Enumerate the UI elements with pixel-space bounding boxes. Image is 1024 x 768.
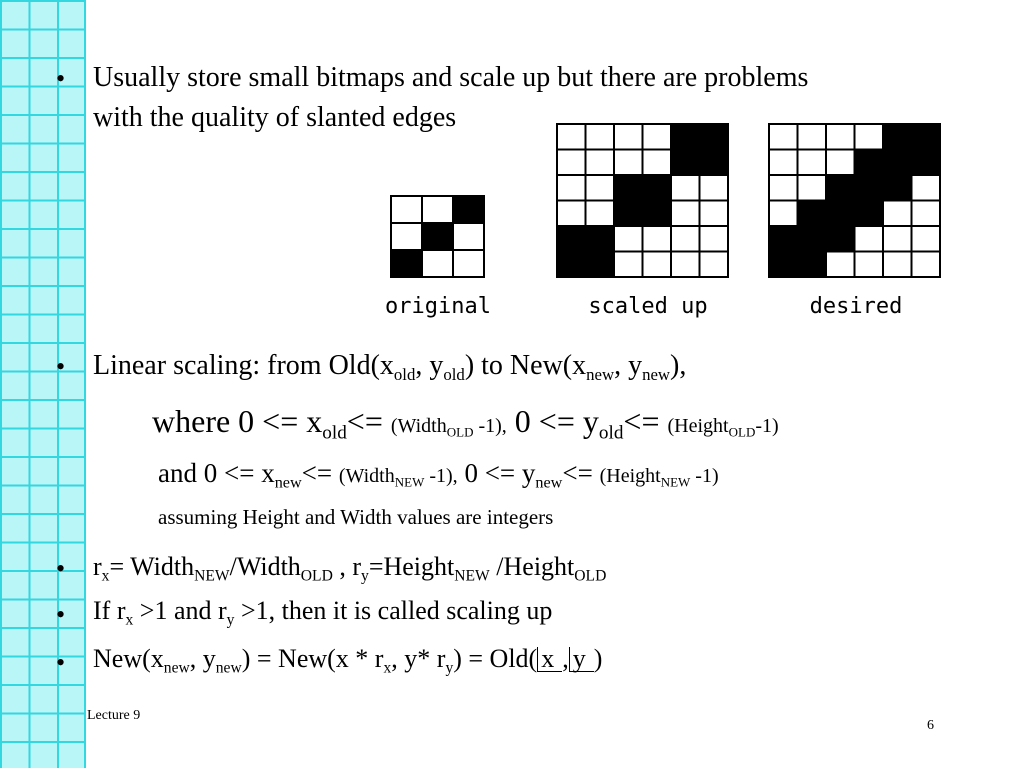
filled-pixel bbox=[453, 196, 484, 223]
filled-pixel bbox=[883, 175, 912, 201]
desired-bitmap bbox=[769, 124, 940, 277]
filled-pixel bbox=[855, 175, 884, 201]
empty-pixel bbox=[643, 252, 672, 278]
bullet-1-line-2: with the quality of slanted edges bbox=[93, 102, 457, 133]
empty-pixel bbox=[557, 150, 586, 176]
filled-pixel bbox=[422, 223, 453, 250]
filled-pixel bbox=[912, 124, 941, 150]
empty-pixel bbox=[826, 124, 855, 150]
empty-pixel bbox=[769, 124, 798, 150]
filled-pixel bbox=[586, 252, 615, 278]
empty-pixel bbox=[614, 124, 643, 150]
assumption-note: assuming Height and Width values are integers bbox=[158, 505, 554, 529]
mapping-formula: $New(x_{new}$, $y_{new}) = New(x * r_x$, y* $r_y) = Old$( x , y ) bbox=[93, 644, 603, 677]
empty-pixel bbox=[557, 124, 586, 150]
filled-pixel bbox=[643, 201, 672, 227]
filled-pixel bbox=[586, 226, 615, 252]
empty-pixel bbox=[614, 150, 643, 176]
filled-pixel bbox=[557, 252, 586, 278]
bullet-4-marker: • bbox=[56, 600, 66, 629]
empty-pixel bbox=[769, 175, 798, 201]
empty-pixel bbox=[671, 252, 700, 278]
empty-pixel bbox=[912, 252, 941, 278]
empty-pixel bbox=[643, 124, 672, 150]
ratio-line: $r_x=$ Width$_{NEW}$/Width$_{OLD}$ , $r_y=Height_{NEW}$ /Height$_{OLD}$ bbox=[93, 552, 607, 585]
filled-pixel bbox=[700, 124, 729, 150]
empty-pixel bbox=[586, 150, 615, 176]
linear-scaling-line: Linear scaling: from $Old(x_{old}$, $y_{old}$) to $New(x_{new}$, $y_{new}$), bbox=[93, 350, 687, 384]
empty-pixel bbox=[586, 201, 615, 227]
empty-pixel bbox=[453, 223, 484, 250]
footer-lecture: Lecture 9 bbox=[87, 708, 141, 723]
filled-pixel bbox=[826, 226, 855, 252]
empty-pixel bbox=[855, 226, 884, 252]
empty-pixel bbox=[422, 196, 453, 223]
scaled-up-label: scaled up bbox=[588, 294, 708, 319]
filled-pixel bbox=[671, 150, 700, 176]
filled-pixel bbox=[883, 150, 912, 176]
empty-pixel bbox=[798, 124, 827, 150]
empty-pixel bbox=[912, 226, 941, 252]
floor-x: x bbox=[537, 647, 562, 672]
empty-pixel bbox=[883, 201, 912, 227]
empty-pixel bbox=[391, 196, 422, 223]
empty-pixel bbox=[671, 201, 700, 227]
bullet-1-marker: • bbox=[56, 64, 66, 93]
empty-pixel bbox=[614, 226, 643, 252]
filled-pixel bbox=[883, 124, 912, 150]
empty-pixel bbox=[855, 124, 884, 150]
empty-pixel bbox=[798, 175, 827, 201]
filled-pixel bbox=[855, 201, 884, 227]
empty-pixel bbox=[912, 201, 941, 227]
floor-y: y bbox=[569, 647, 594, 672]
empty-pixel bbox=[700, 201, 729, 227]
empty-pixel bbox=[700, 175, 729, 201]
filled-pixel bbox=[798, 252, 827, 278]
empty-pixel bbox=[912, 175, 941, 201]
desired-label: desired bbox=[809, 294, 903, 319]
filled-pixel bbox=[798, 201, 827, 227]
side-grid-edge bbox=[84, 0, 86, 768]
original-bitmap bbox=[391, 196, 486, 278]
filled-pixel bbox=[557, 226, 586, 252]
bullet-2-marker: • bbox=[56, 352, 66, 381]
filled-pixel bbox=[826, 201, 855, 227]
scaled-up-bitmap bbox=[557, 124, 728, 277]
original-label: original bbox=[385, 294, 491, 319]
side-grid-decoration bbox=[0, 0, 86, 768]
empty-pixel bbox=[586, 175, 615, 201]
empty-pixel bbox=[643, 150, 672, 176]
empty-pixel bbox=[769, 150, 798, 176]
filled-pixel bbox=[855, 150, 884, 176]
filled-pixel bbox=[826, 175, 855, 201]
filled-pixel bbox=[671, 124, 700, 150]
empty-pixel bbox=[391, 223, 422, 250]
empty-pixel bbox=[557, 201, 586, 227]
slide-number: 6 bbox=[927, 718, 934, 733]
filled-pixel bbox=[769, 252, 798, 278]
empty-pixel bbox=[557, 175, 586, 201]
empty-pixel bbox=[826, 150, 855, 176]
scaling-up-condition: If $r_x >1$ and $r_y >1$, then it is called scaling up bbox=[93, 596, 553, 629]
filled-pixel bbox=[769, 226, 798, 252]
bullet-5-marker: • bbox=[56, 648, 66, 677]
empty-pixel bbox=[700, 252, 729, 278]
empty-pixel bbox=[769, 201, 798, 227]
empty-pixel bbox=[453, 250, 484, 277]
empty-pixel bbox=[826, 252, 855, 278]
filled-pixel bbox=[391, 250, 422, 277]
empty-pixel bbox=[614, 252, 643, 278]
empty-pixel bbox=[883, 252, 912, 278]
empty-pixel bbox=[586, 124, 615, 150]
filled-pixel bbox=[912, 150, 941, 176]
filled-pixel bbox=[614, 201, 643, 227]
bullet-1-line-1: Usually store small bitmaps and scale up but there are problems bbox=[93, 62, 809, 93]
filled-pixel bbox=[614, 175, 643, 201]
empty-pixel bbox=[422, 250, 453, 277]
empty-pixel bbox=[671, 175, 700, 201]
and-line: and $0 <= x_{new}<=$ (Width$_{NEW}$ -1), $0 <= y_{new}<=$ (Height$_{NEW}$ -1) bbox=[158, 458, 719, 492]
empty-pixel bbox=[883, 226, 912, 252]
empty-pixel bbox=[700, 226, 729, 252]
empty-pixel bbox=[798, 150, 827, 176]
empty-pixel bbox=[671, 226, 700, 252]
empty-pixel bbox=[643, 226, 672, 252]
filled-pixel bbox=[700, 150, 729, 176]
filled-pixel bbox=[643, 175, 672, 201]
where-line: where $0 <= x_{old}<=$ (Width$_{OLD}$ -1), $0 <= y_{old}<=$ (Height$_{OLD}$-1) bbox=[152, 403, 779, 444]
filled-pixel bbox=[798, 226, 827, 252]
empty-pixel bbox=[855, 252, 884, 278]
bullet-3-marker: • bbox=[56, 554, 66, 583]
